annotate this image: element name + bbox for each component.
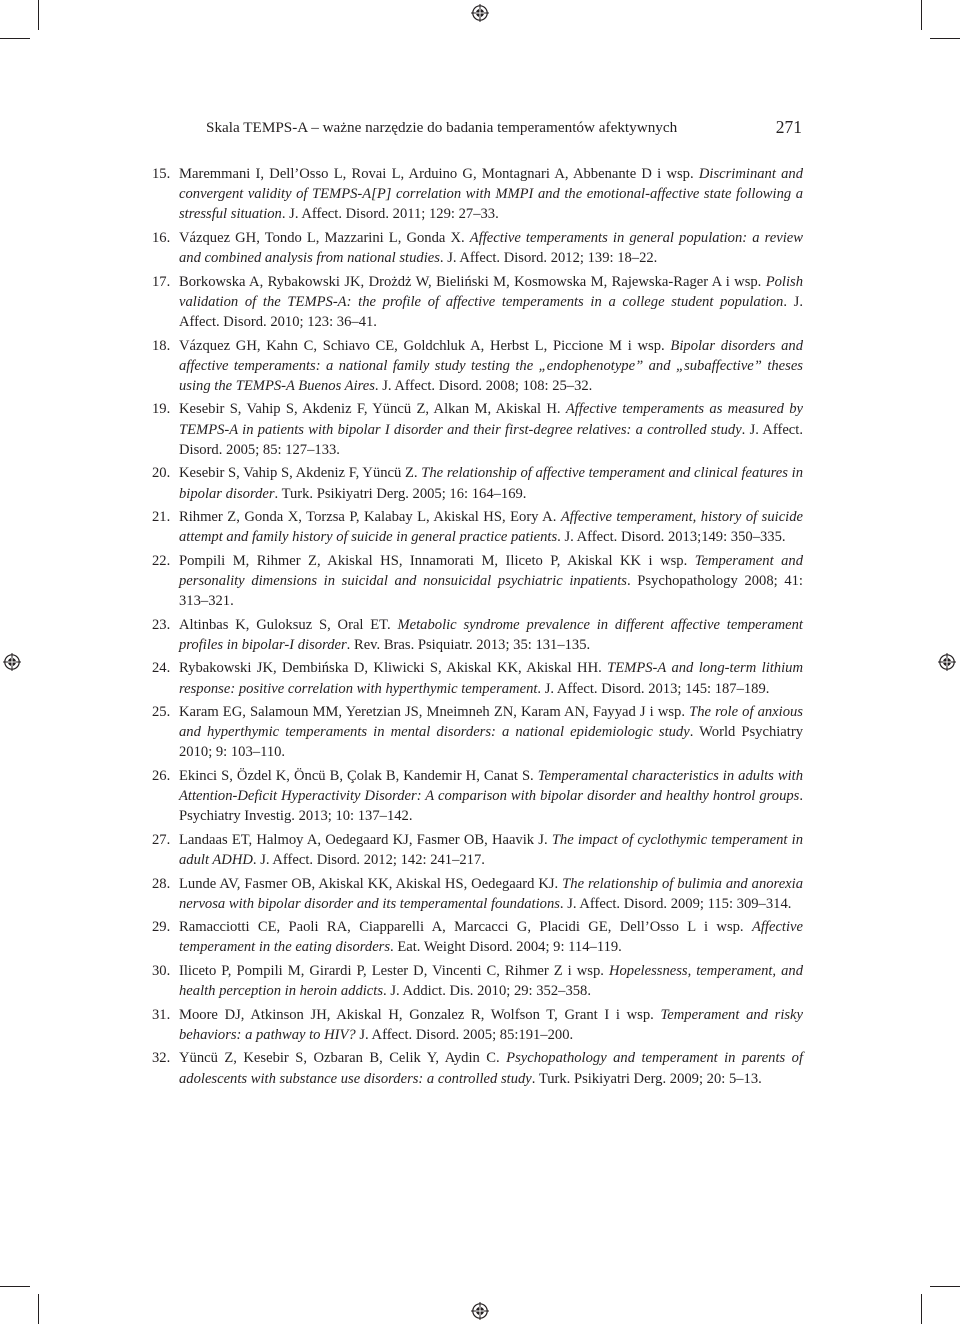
reference-title: Psychopathology and temperament in parents of adolescents with substance use disorders: a controlled study bbox=[179, 1050, 803, 1087]
reference-item bbox=[152, 917, 803, 957]
reference-source: . Turk. Psikiyatri Derg. 2005; 16: 164–169. bbox=[274, 485, 527, 502]
reference-authors: Kesebir S, Vahip S, Akdeniz F, Yüncü Z, Alkan M, Akiskal H. bbox=[179, 401, 561, 418]
reference-source: . J. Addict. Dis. 2010; 29: 352–358. bbox=[383, 983, 591, 1000]
reference-authors: Maremmani I, Dell’Osso L, Rovai L, Arduino G, Montagnari A, Abbenante D i wsp. bbox=[179, 166, 694, 182]
reference-number: 16. bbox=[152, 229, 171, 246]
crop-mark-bottom-left bbox=[0, 1286, 30, 1287]
reference-title: Temperament and risky behaviors: a pathway to HIV? bbox=[179, 1006, 804, 1043]
reference-item bbox=[152, 507, 803, 547]
reference-source: . J. Affect. Disord. 2012; 139: 18–22. bbox=[439, 250, 658, 267]
reference-item bbox=[152, 766, 803, 827]
reference-title: Polish validation of the TEMPS-A: the profile of affective temperaments in a college student population bbox=[179, 273, 803, 310]
reference-list bbox=[152, 164, 803, 1092]
reference-title: Affective temperament in the eating disorders bbox=[179, 919, 803, 956]
crop-mark-top-left bbox=[0, 38, 30, 39]
reference-source: . J. Affect. Disord. 2008; 108: 25–32. bbox=[374, 377, 593, 394]
registration-mark-icon bbox=[3, 653, 21, 671]
reference-source: . J. Affect. Disord. 2011; 129: 27–33. bbox=[281, 206, 499, 223]
reference-title: Temperamental characteristics in adults with Attention-Deficit Hyperactivity Disorder: A comparison with bipolar disorder and healthy hontrol groups bbox=[179, 767, 804, 805]
reference-item bbox=[152, 228, 803, 268]
reference-number: 23. bbox=[152, 616, 171, 633]
reference-item bbox=[152, 874, 803, 914]
crop-mark-bottom-left-vertical bbox=[38, 1294, 39, 1324]
reference-source: . Eat. Weight Disord. 2004; 9: 114–119. bbox=[390, 939, 622, 956]
reference-title: Temperament and personality dimensions in suicidal and nonsuicidal psychiatric inpatients bbox=[179, 552, 803, 589]
reference-authors: Ramacciotti CE, Paoli RA, Ciapparelli A, Marcacci G, Placidi GE, Dell’Osso L i wsp. bbox=[179, 919, 744, 936]
reference-authors: Ekinci S, Özdel K, Öncü B, Çolak B, Kandemir H, Canat S. bbox=[179, 767, 534, 784]
reference-title: Bipolar disorders and affective temperaments: a national family study testing the „endophenotype” and „subaffective” theses using the TEMPS-A Buenos Aires bbox=[179, 337, 803, 394]
reference-source: . J. Affect. Disord. 2013; 145: 187–189. bbox=[537, 680, 770, 697]
reference-source: . Psychiatry Investig. 2013; 10: 137–142. bbox=[179, 788, 803, 825]
reference-number: 15. bbox=[152, 166, 171, 182]
reference-authors: Moore DJ, Atkinson JH, Akiskal H, Gonzalez R, Wolfson T, Grant I i wsp. bbox=[179, 1006, 654, 1023]
reference-item bbox=[152, 336, 803, 397]
reference-title: The role of anxious and hyperthymic temperaments in mental disorders: a national epidemiologic study bbox=[179, 704, 803, 741]
reference-number: 30. bbox=[152, 962, 171, 979]
reference-source: . J. Affect. Disord. 2005; 85: 127–133. bbox=[179, 421, 803, 458]
reference-number: 22. bbox=[152, 552, 171, 569]
reference-authors: Altinbas K, Guloksuz S, Oral ET. bbox=[179, 616, 391, 633]
reference-title: The relationship of affective temperament and clinical features in bipolar disorder bbox=[179, 465, 803, 502]
reference-number: 18. bbox=[152, 337, 171, 354]
reference-item bbox=[152, 1005, 803, 1045]
reference-title: The impact of cyclothymic temperament in adult ADHD bbox=[179, 831, 803, 869]
registration-mark-icon bbox=[471, 1302, 489, 1320]
reference-source: . World Psychiatry 2010; 9: 103–110. bbox=[179, 724, 804, 761]
reference-number: 20. bbox=[152, 465, 171, 482]
reference-item bbox=[152, 702, 803, 763]
reference-source: . J. Affect. Disord. 2009; 115: 309–314. bbox=[559, 895, 792, 912]
crop-mark-top-left-vertical bbox=[38, 0, 39, 30]
reference-authors: Vázquez GH, Tondo L, Mazzarini L, Gonda X. bbox=[179, 229, 465, 246]
reference-number: 17. bbox=[152, 273, 171, 290]
reference-title: Affective temperaments in general population: a review and combined analysis from national studies bbox=[179, 229, 803, 267]
reference-item bbox=[152, 615, 803, 655]
reference-title: Affective temperaments as measured by TEMPS-A in patients with bipolar I disorder and their first-degree relatives: a controlled study bbox=[179, 401, 803, 438]
reference-number: 26. bbox=[152, 767, 171, 784]
reference-source: J. Affect. Disord. 2005; 85:191–200. bbox=[355, 1026, 574, 1043]
reference-authors: Rybakowski JK, Dembińska D, Kliwicki S, Akiskal KK, Akiskal HH. bbox=[179, 660, 602, 677]
reference-title: Affective temperament, history of suicide attempt and family history of suicide in general practice patients bbox=[179, 509, 804, 546]
reference-title: Hopelessness, temperament, and health perception in heroin addicts bbox=[179, 962, 803, 1000]
running-header bbox=[206, 118, 802, 140]
reference-number: 27. bbox=[152, 831, 171, 848]
page-number: 271 bbox=[775, 117, 802, 137]
crop-mark-bottom-right-vertical bbox=[921, 1294, 922, 1324]
reference-source: . Psychopathology 2008; 41: 313–321. bbox=[179, 572, 803, 610]
registration-mark-icon bbox=[938, 653, 956, 671]
reference-item bbox=[152, 463, 803, 503]
reference-number: 28. bbox=[152, 875, 171, 892]
crop-mark-top-right bbox=[930, 38, 960, 39]
reference-item bbox=[152, 272, 803, 333]
reference-source: . J. Affect. Disord. 2012; 142: 241–217. bbox=[252, 852, 485, 869]
reference-authors: Vázquez GH, Kahn C, Schiavo CE, Goldchluk A, Herbst L, Piccione M i wsp. bbox=[179, 337, 665, 354]
running-header-title: Skala TEMPS-A – ważne narzędzie do badania temperamentów afektywnych bbox=[206, 119, 678, 136]
reference-item bbox=[152, 164, 803, 225]
reference-source: . Turk. Psikiyatri Derg. 2009; 20: 5–13. bbox=[531, 1070, 762, 1087]
reference-authors: Landaas ET, Halmoy A, Oedegaard KJ, Fasmer OB, Haavik J. bbox=[179, 831, 548, 848]
reference-authors: Karam EG, Salamoun MM, Yeretzian JS, Mneimneh ZN, Karam AN, Fayyad J i wsp. bbox=[179, 704, 685, 721]
reference-item bbox=[152, 961, 803, 1001]
reference-number: 29. bbox=[152, 919, 171, 936]
reference-number: 21. bbox=[152, 509, 171, 526]
reference-authors: Pompili M, Rihmer Z, Akiskal HS, Innamorati M, Iliceto P, Akiskal KK i wsp. bbox=[179, 552, 688, 569]
reference-number: 32. bbox=[152, 1050, 171, 1067]
reference-title: Metabolic syndrome prevalence in different affective temperament profiles in bipolar-I disorder bbox=[179, 616, 803, 653]
crop-mark-bottom-right bbox=[930, 1286, 960, 1287]
reference-number: 24. bbox=[152, 660, 171, 677]
reference-item bbox=[152, 399, 803, 460]
crop-mark-top-right-vertical bbox=[921, 0, 922, 30]
reference-title: Discriminant and convergent validity of TEMPS-A[P] correlation with MMPI and the emotional-affective state following a stressful situation bbox=[179, 166, 804, 223]
registration-mark-icon bbox=[471, 4, 489, 22]
reference-authors: Borkowska A, Rybakowski JK, Drożdż W, Bieliński M, Kosmowska M, Rajewska-Rager A i wsp. bbox=[179, 273, 762, 290]
reference-item bbox=[152, 830, 803, 870]
reference-item bbox=[152, 551, 803, 612]
reference-number: 19. bbox=[152, 401, 171, 418]
reference-source: . Rev. Bras. Psiquiatr. 2013; 35: 131–135. bbox=[346, 636, 591, 653]
reference-title: TEMPS-A and long-term lithium response: positive correlation with hyperthymic temperament bbox=[179, 660, 803, 697]
reference-title: The relationship of bulimia and anorexia nervosa with bipolar disorder and its temperamental foundations bbox=[179, 875, 803, 912]
reference-number: 31. bbox=[152, 1006, 171, 1023]
reference-authors: Kesebir S, Vahip S, Akdeniz F, Yüncü Z. bbox=[179, 465, 418, 482]
reference-authors: Rihmer Z, Gonda X, Torzsa P, Kalabay L, Akiskal HS, Eory A. bbox=[179, 509, 557, 526]
reference-item bbox=[152, 1048, 803, 1088]
reference-source: . J. Affect. Disord. 2010; 123: 36–41. bbox=[179, 293, 804, 331]
reference-source: . J. Affect. Disord. 2013;149: 350–335. bbox=[557, 529, 786, 546]
reference-authors: Iliceto P, Pompili M, Girardi P, Lester D, Vincenti C, Rihmer Z i wsp. bbox=[179, 962, 604, 979]
reference-item bbox=[152, 658, 803, 698]
reference-authors: Yüncü Z, Kesebir S, Ozbaran B, Celik Y, Aydin C. bbox=[179, 1050, 500, 1067]
reference-number: 25. bbox=[152, 704, 171, 721]
reference-authors: Lunde AV, Fasmer OB, Akiskal KK, Akiskal HS, Oedegaard KJ. bbox=[179, 875, 559, 892]
